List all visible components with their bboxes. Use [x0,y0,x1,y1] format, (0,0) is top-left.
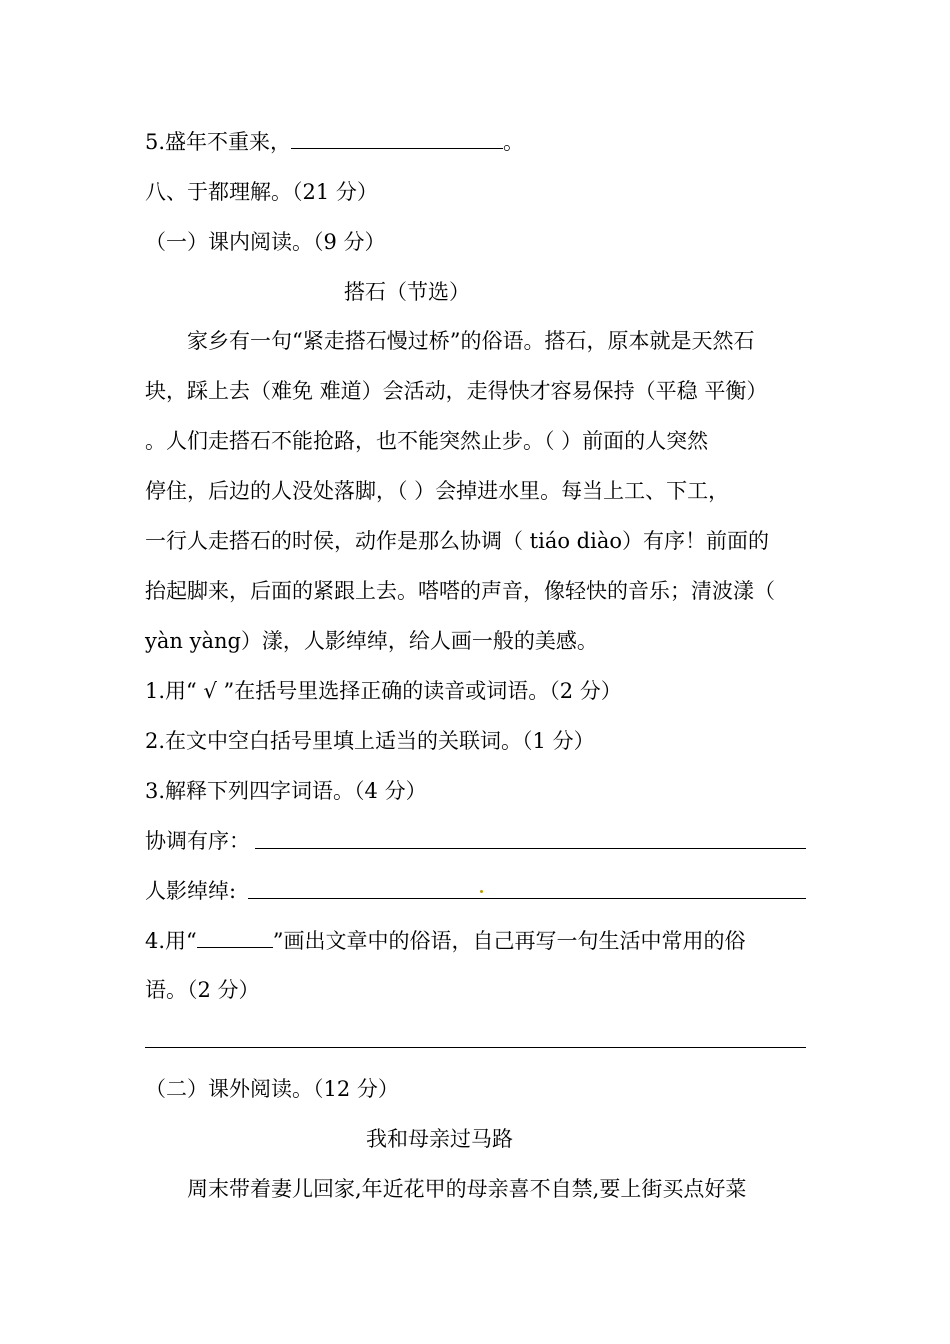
part-1-heading: （一）课内阅读。（9 分） [145,230,386,254]
answer-line [145,1047,806,1048]
question-5 [145,128,524,156]
question-4-text-end: ”画出文章中的俗语，自己再写一句生活中常用的俗 [272,929,746,953]
question-3-item-2: 人影绰绰: [145,879,237,903]
passage-line: 一行人走搭石的时侯，动作是那么协调（ tiáo diào）有序！前面的 [145,529,769,553]
section-8-heading: 八、于都理解。（21 分） [145,180,378,204]
question-4-continued: 语。（2 分） [145,978,260,1002]
question-5-end: 。 [503,130,525,154]
passage-line: 停住，后边的人没处落脚，（ ）会掉进水里。每当上工、下工， [145,479,730,503]
passage-line: yàn yàng）漾，人影绰绰，给人画一般的美感。 [145,629,598,653]
question-3: 3.解释下列四字词语。（4 分） [145,779,427,803]
passage-2-line: 周末带着妻儿回家,年近花甲的母亲喜不自禁,要上街买点好菜 [187,1177,747,1201]
passage-line: 。人们走搭石不能抢路，也不能突然止步。（ ）前面的人突然 [145,429,709,453]
question-1: 1.用“ √ ”在括号里选择正确的读音或词语。（2 分） [145,679,622,703]
underline-sample [197,927,273,948]
stray-dot [480,890,483,893]
passage-line: 家乡有一句“紧走搭石慢过桥”的俗语。搭石，原本就是天然石 [187,329,755,353]
question-4 [145,927,746,955]
passage-1-title: 搭石（节选） [344,280,470,304]
question-5-text: 5.盛年不重来， [145,130,292,154]
passage-line: 块，踩上去（难免 难道）会活动，走得快才容易保持（平稳 平衡） [145,379,768,403]
passage-line: 抬起脚来，后面的紧跟上去。嗒嗒的声音，像轻快的音乐；清波漾（ [145,579,775,603]
question-4-text-start: 4.用“ [145,929,197,953]
question-2: 2.在文中空白括号里填上适当的关联词。（1 分） [145,729,595,753]
part-2-heading: （二）课外阅读。（12 分） [145,1077,399,1101]
answer-blank [291,128,503,149]
question-3-item-1: 协调有序： [145,829,250,853]
answer-line [255,848,806,849]
passage-2-title: 我和母亲过马路 [366,1127,513,1151]
answer-line [248,898,806,899]
